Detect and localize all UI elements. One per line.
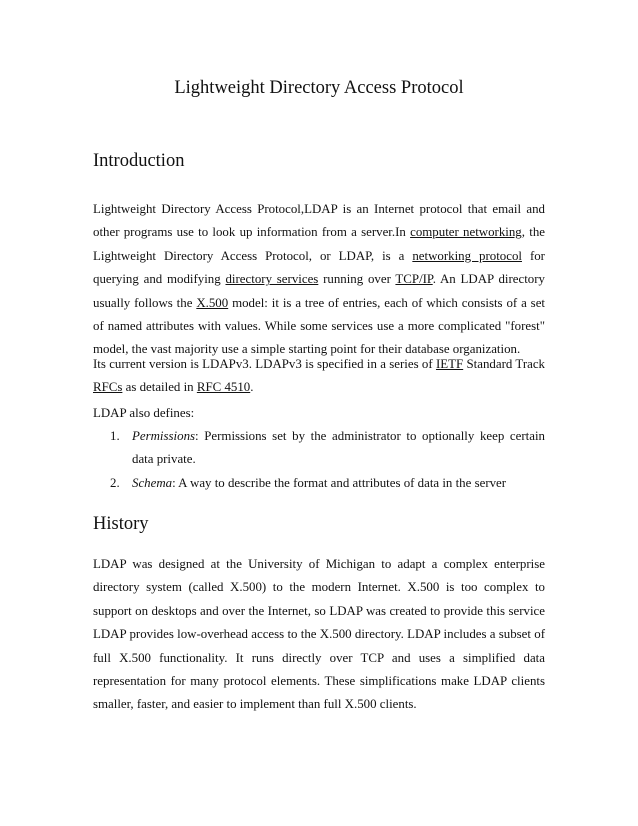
list-text: : Permissions set by the administrator to optionally keep certain data private. <box>132 429 545 467</box>
document-title: Lightweight Directory Access Protocol <box>174 78 464 98</box>
text-run: model: it is a tree of entries, each of which consists of a set of named attributes with values. While some services use a more complicated "forest" model, the vast majority use a simple starting point for their database organization. <box>93 295 545 357</box>
intro-paragraph-2 <box>93 353 545 400</box>
intro-paragraph-3: LDAP also defines: <box>93 406 195 420</box>
text-run: for querying and modifying <box>93 248 545 287</box>
link-ietf[interactable]: IETF <box>435 357 464 371</box>
text-run: . <box>250 380 254 395</box>
link-directory-services[interactable]: directory services <box>225 272 319 287</box>
text-run: . An LDAP directory usually follows the <box>93 272 545 310</box>
list-term: Schema <box>132 475 173 490</box>
link-rfc-4510[interactable]: RFC 4510 <box>196 380 251 395</box>
text-run: , the Lightweight Directory Access Protocol, or LDAP, is a <box>93 225 545 263</box>
link-tcp-ip[interactable]: TCP/IP <box>395 272 433 287</box>
link-networking-protocol[interactable]: networking protocol <box>412 248 522 263</box>
section-heading-history: History <box>93 514 149 534</box>
link-computer-networking[interactable]: computer networking <box>410 225 522 240</box>
text-run: as detailed in <box>122 380 197 395</box>
link-x500[interactable]: X.500 <box>196 295 229 310</box>
text-run: Its current version is LDAPv3. LDAPv3 is specified in a series of <box>93 357 436 371</box>
link-rfcs[interactable]: RFCs <box>93 380 123 395</box>
list-number: 1. <box>110 429 120 443</box>
list-item <box>93 472 545 495</box>
list-term: Permissions <box>132 429 196 443</box>
text-run: Standard Track <box>463 357 545 371</box>
text-run: Lightweight Directory Access Protocol,LDAP is an Internet protocol that email and other programs use to look up information from a server.In <box>93 202 545 240</box>
defines-list <box>93 425 545 495</box>
history-paragraph: LDAP was designed at the University of Michigan to adapt a complex enterprise directory system (called X.500) to the modern Internet. X.500 is too complex to support on desktops and over the Internet, so LDAP was created to provide this service LDAP provides low-overhead access to the X.500 directory. LDAP includes a subset of full X.500 functionality. It runs directly over TCP and uses a simplified data representation for many protocol elements. These simplifications make LDAP clients smaller, faster, and easier to implement than full X.500 clients. <box>93 557 545 712</box>
intro-paragraph-1 <box>93 198 545 362</box>
text-run: running over <box>318 272 396 287</box>
list-item <box>93 425 545 472</box>
list-text: : A way to describe the format and attributes of data in the server <box>172 475 507 490</box>
list-number: 2. <box>110 475 120 490</box>
section-heading-introduction: Introduction <box>93 151 185 171</box>
